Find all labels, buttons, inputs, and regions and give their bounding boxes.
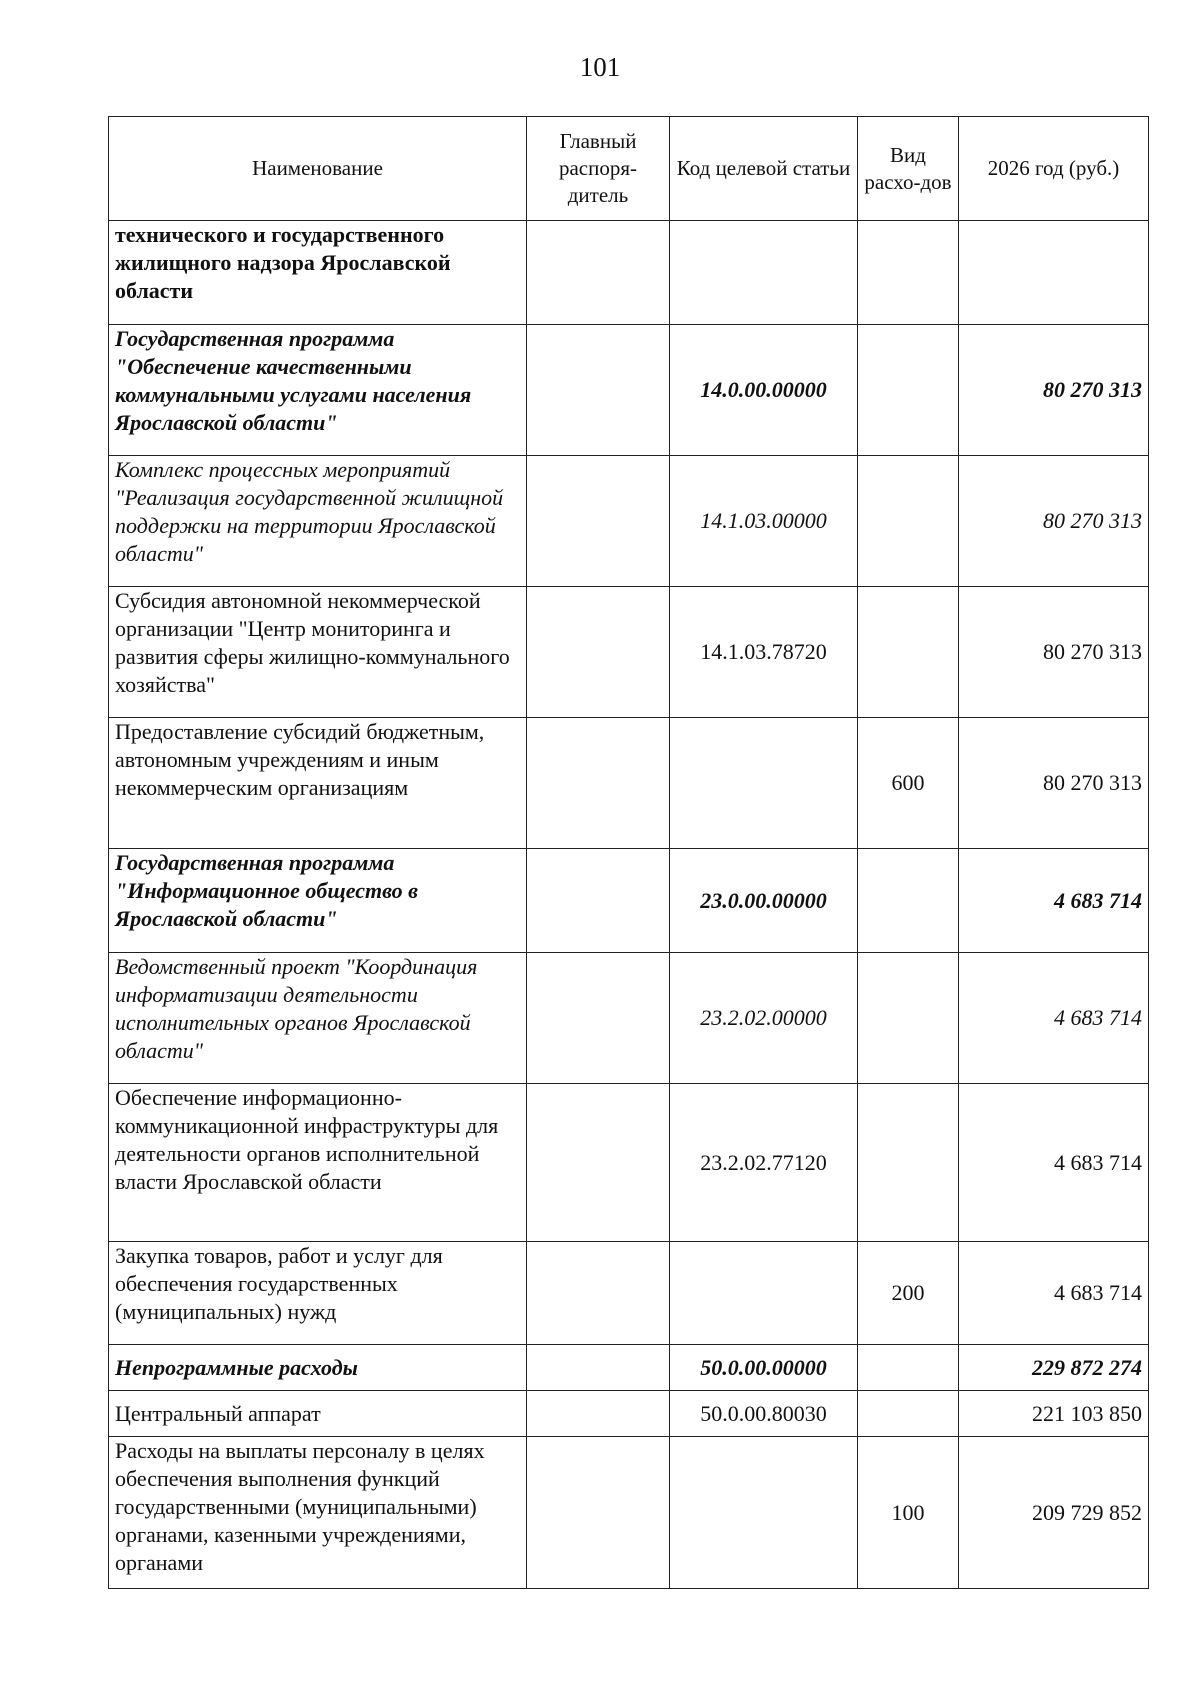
row-name: Ведомственный проект "Координация информатизации деятельности исполнительных органов Ярославской области": [109, 953, 527, 1084]
row-manager: [527, 718, 670, 849]
header-year: 2026 год (руб.): [959, 117, 1149, 221]
row-amount: 4 683 714: [959, 953, 1149, 1084]
row-manager: [527, 1391, 670, 1437]
row-code: 14.1.03.00000: [670, 456, 858, 587]
row-name: Закупка товаров, работ и услуг для обеспечения государственных (муниципальных) нужд: [109, 1242, 527, 1345]
row-expense-type: [858, 953, 959, 1084]
row-amount: 229 872 274: [959, 1345, 1149, 1391]
row-manager: [527, 849, 670, 953]
row-name: Комплекс процессных мероприятий "Реализация государственной жилищной поддержки на территории Ярославской области": [109, 456, 527, 587]
table-row: [109, 587, 1149, 718]
row-expense-type: 200: [858, 1242, 959, 1345]
row-name: Расходы на выплаты персоналу в целях обеспечения выполнения функций государственными (муниципальными) органами, казенными учреждениями, органами: [109, 1437, 527, 1589]
row-code: [670, 221, 858, 325]
row-amount: 221 103 850: [959, 1391, 1149, 1437]
row-name: Обеспечение информационно-коммуникационной инфраструктуры для деятельности органов исполнительной власти Ярославской области: [109, 1084, 527, 1242]
row-manager: [527, 1084, 670, 1242]
header-expense-type: Вид расхо-дов: [858, 117, 959, 221]
row-expense-type: [858, 456, 959, 587]
row-amount: 4 683 714: [959, 1242, 1149, 1345]
row-expense-type: [858, 1084, 959, 1242]
row-expense-type: [858, 221, 959, 325]
row-code: 14.0.00.00000: [670, 325, 858, 456]
row-manager: [527, 1345, 670, 1391]
row-code: 23.2.02.00000: [670, 953, 858, 1084]
header-name: Наименование: [109, 117, 527, 221]
table-row: [109, 1391, 1149, 1437]
table-row: [109, 1437, 1149, 1589]
row-manager: [527, 221, 670, 325]
row-manager: [527, 1242, 670, 1345]
table-row: [109, 221, 1149, 325]
row-expense-type: [858, 849, 959, 953]
row-code: 14.1.03.78720: [670, 587, 858, 718]
row-amount: [959, 221, 1149, 325]
row-amount: 209 729 852: [959, 1437, 1149, 1589]
row-amount: 80 270 313: [959, 587, 1149, 718]
row-code: 50.0.00.80030: [670, 1391, 858, 1437]
table-header-row: [109, 117, 1149, 221]
row-amount: 4 683 714: [959, 849, 1149, 953]
row-name: технического и государственного жилищного надзора Ярославской области: [109, 221, 527, 325]
row-name: Государственная программа "Информационное общество в Ярославской области": [109, 849, 527, 953]
row-manager: [527, 587, 670, 718]
table-row: [109, 953, 1149, 1084]
row-code: [670, 718, 858, 849]
row-expense-type: 600: [858, 718, 959, 849]
row-name: Предоставление субсидий бюджетным, автономным учреждениям и иным некоммерческим организациям: [109, 718, 527, 849]
row-amount: 80 270 313: [959, 456, 1149, 587]
row-manager: [527, 325, 670, 456]
header-manager: Главный распоря-дитель: [527, 117, 670, 221]
table-row: [109, 456, 1149, 587]
table-row: [109, 849, 1149, 953]
row-expense-type: [858, 587, 959, 718]
row-name: Субсидия автономной некоммерческой организации "Центр мониторинга и развития сферы жилищно-коммунального хозяйства": [109, 587, 527, 718]
row-manager: [527, 953, 670, 1084]
table-row: [109, 718, 1149, 849]
header-code: Код целевой статьи: [670, 117, 858, 221]
row-code: 23.2.02.77120: [670, 1084, 858, 1242]
table-row: [109, 325, 1149, 456]
row-amount: 80 270 313: [959, 325, 1149, 456]
row-code: [670, 1437, 858, 1589]
row-manager: [527, 1437, 670, 1589]
row-name: Государственная программа "Обеспечение качественными коммунальными услугами населения Ярославской области": [109, 325, 527, 456]
row-expense-type: [858, 1391, 959, 1437]
row-amount: 80 270 313: [959, 718, 1149, 849]
row-expense-type: [858, 325, 959, 456]
row-name: Центральный аппарат: [109, 1391, 527, 1437]
table-row: [109, 1345, 1149, 1391]
budget-table: [108, 116, 1149, 1589]
table-row: [109, 1242, 1149, 1345]
row-expense-type: [858, 1345, 959, 1391]
row-code: [670, 1242, 858, 1345]
row-amount: 4 683 714: [959, 1084, 1149, 1242]
page-number: 101: [579, 52, 621, 82]
row-expense-type: 100: [858, 1437, 959, 1589]
row-code: 50.0.00.00000: [670, 1345, 858, 1391]
table-row: [109, 1084, 1149, 1242]
row-code: 23.0.00.00000: [670, 849, 858, 953]
row-name: Непрограммные расходы: [109, 1345, 527, 1391]
row-manager: [527, 456, 670, 587]
